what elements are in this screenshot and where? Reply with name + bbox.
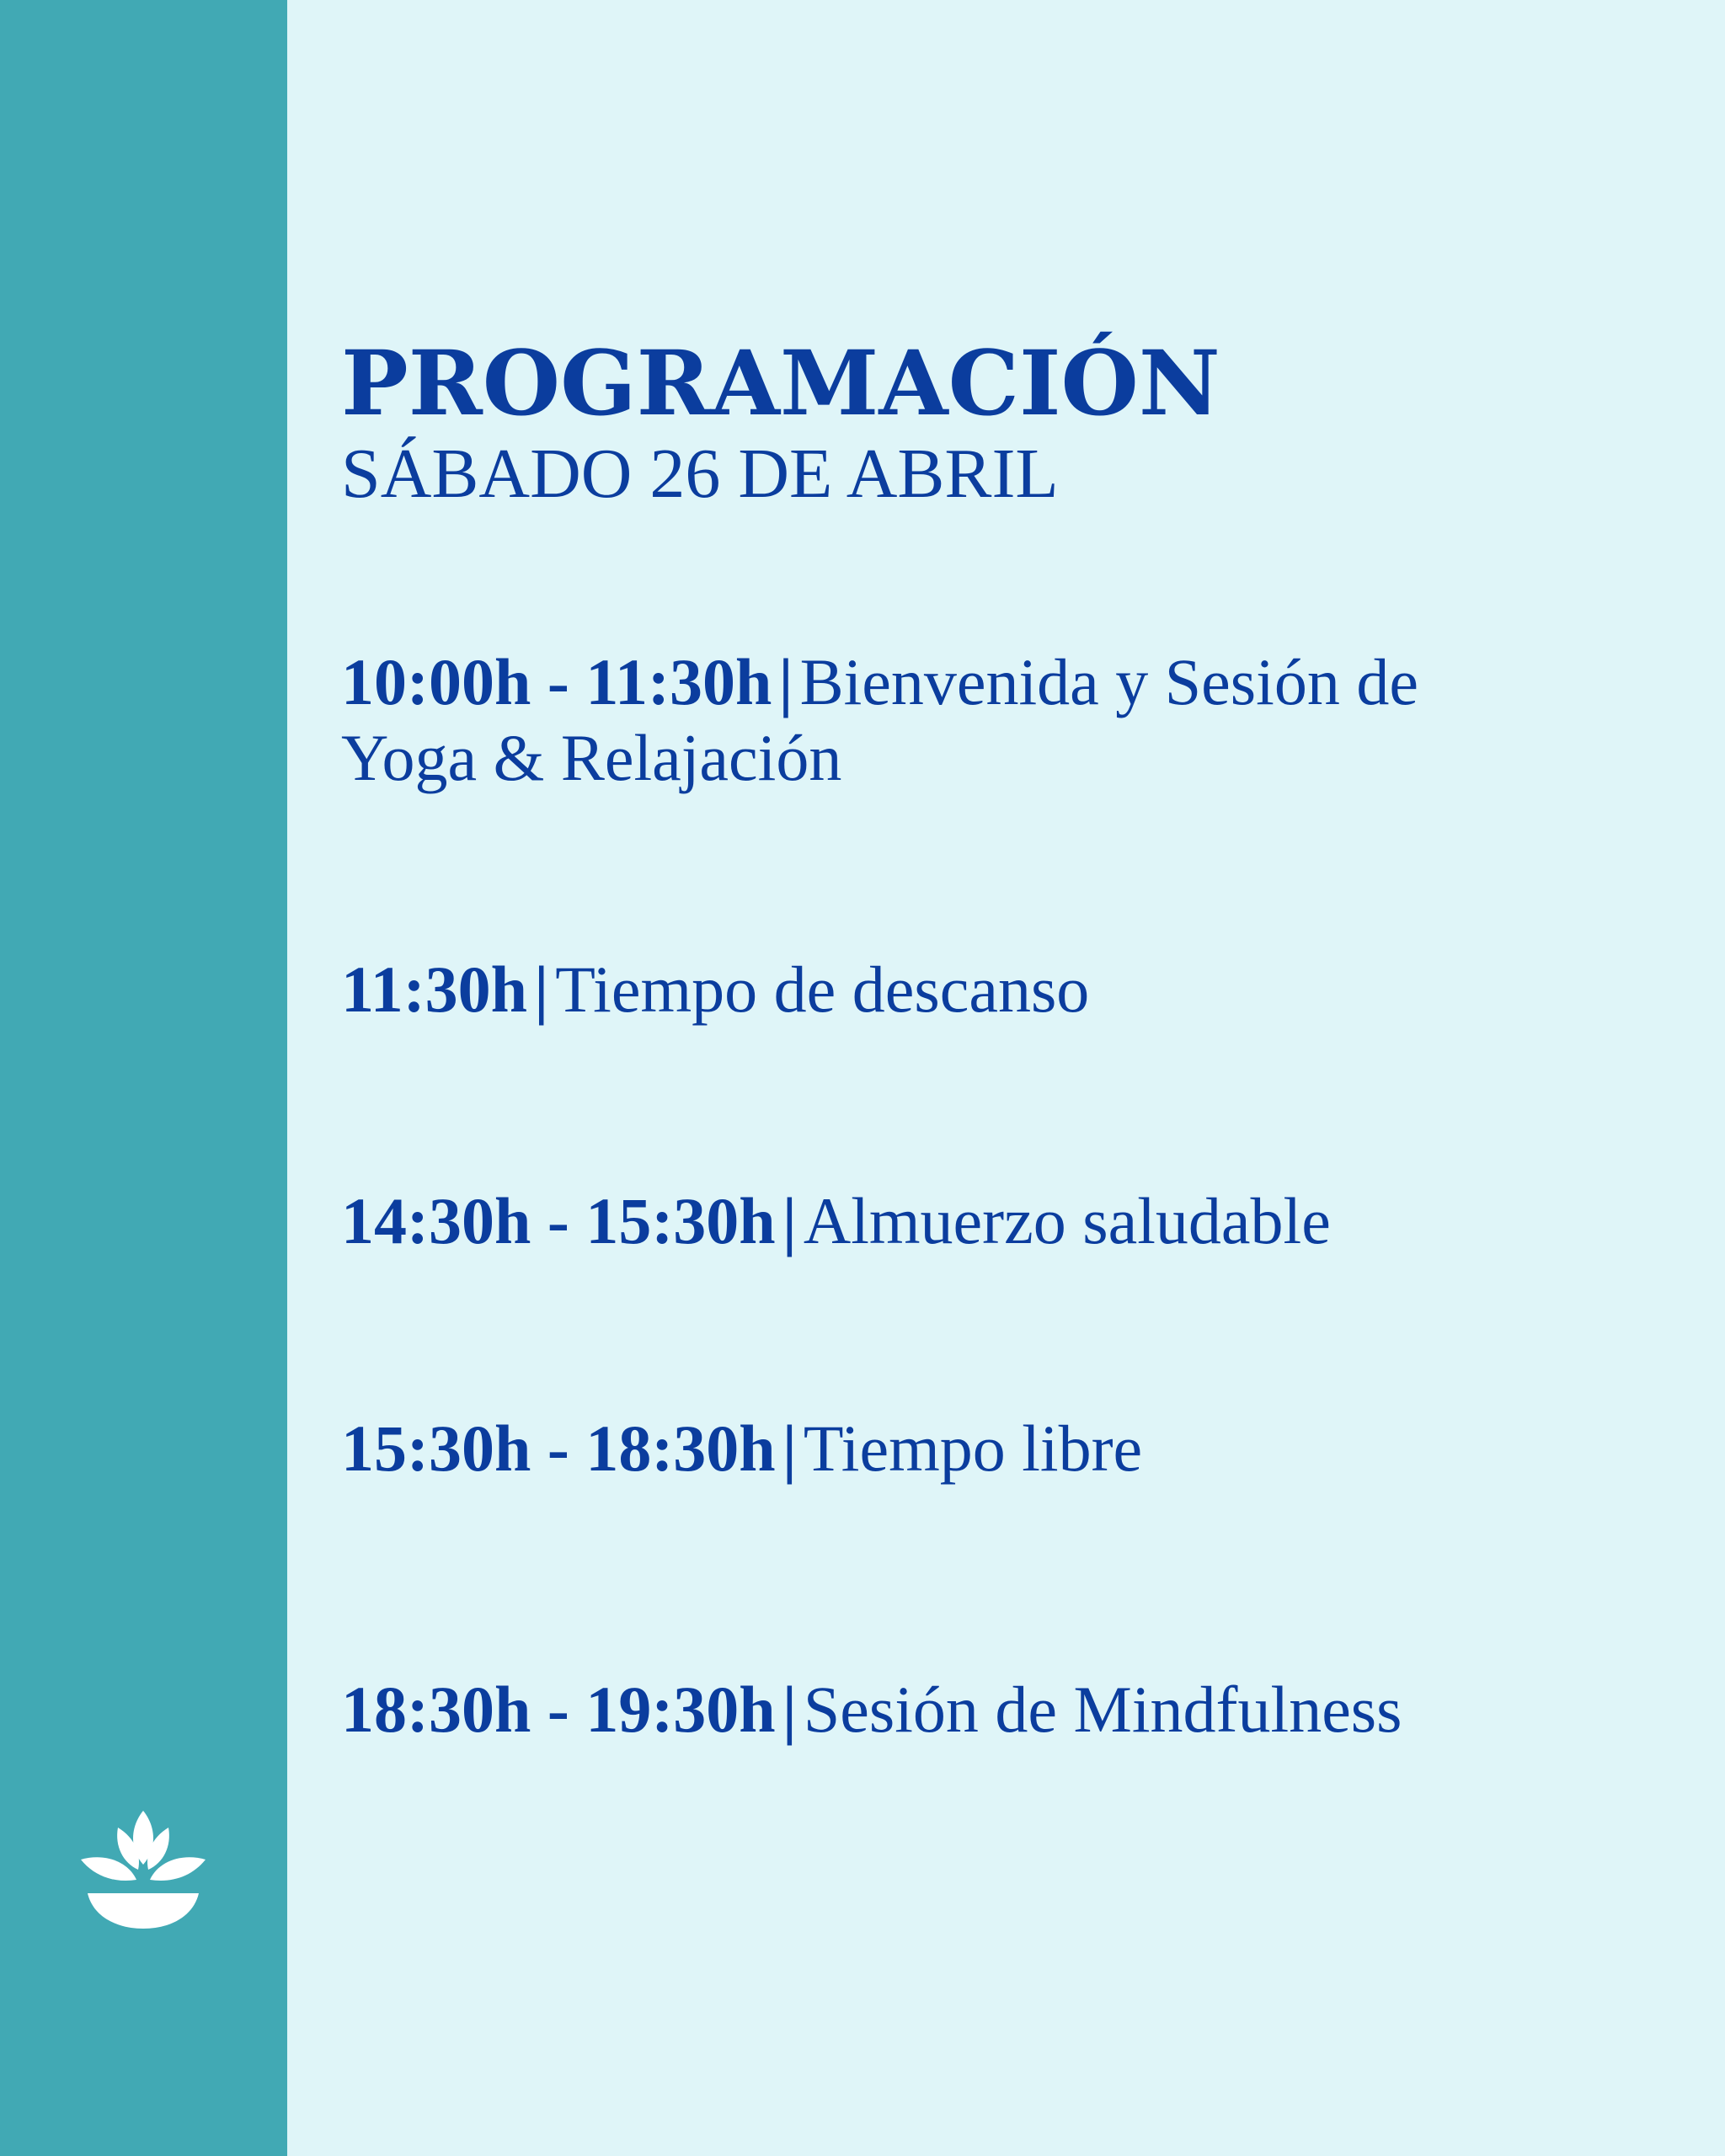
schedule-item [341,952,1537,1027]
schedule-time: 14:30h - 15:30h [341,1184,776,1257]
lotus-plant-icon [76,1809,211,1935]
main-content [341,0,1689,2156]
schedule-time: 18:30h - 19:30h [341,1673,776,1746]
separator: | [778,645,793,718]
schedule-activity: Tiempo libre [803,1412,1143,1485]
schedule-activity: Bienvenida y Sesión de Yoga & Relajación [341,645,1418,794]
sidebar-band [0,0,287,2156]
schedule-activity: Tiempo de descanso [555,953,1090,1026]
schedule-time: 10:00h - 11:30h [341,645,772,718]
schedule-item [341,1672,1537,1748]
schedule-item [341,1183,1537,1259]
date-subtitle: SÁBADO 26 DE ABRIL [341,435,1059,513]
schedule-activity: Almuerzo saludable [803,1184,1331,1257]
schedule-time: 15:30h - 18:30h [341,1412,776,1485]
schedule-item [341,644,1537,796]
schedule-time: 11:30h [341,953,528,1026]
separator: | [782,1412,797,1485]
separator: | [782,1673,797,1746]
schedule-item [341,1411,1537,1486]
separator: | [534,953,549,1026]
schedule-activity: Sesión de Mindfulness [803,1673,1402,1746]
separator: | [782,1184,797,1257]
page-title: PROGRAMACIÓN [341,330,1220,435]
